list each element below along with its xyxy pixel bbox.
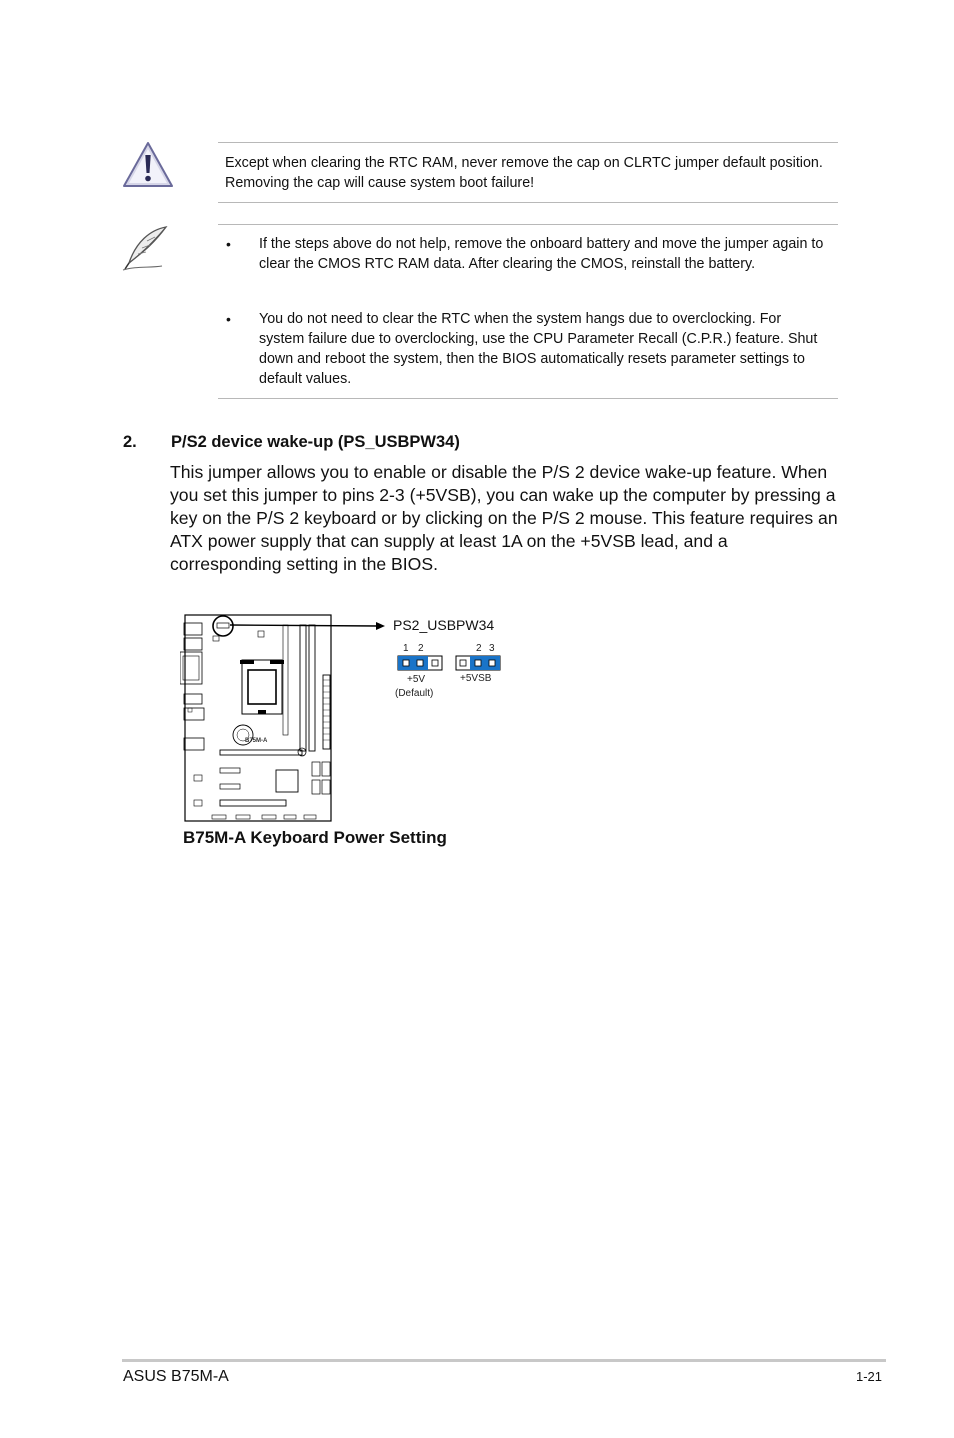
- jumper-setting-label: +5V: [407, 674, 426, 685]
- jumper-pin-number: 2: [476, 643, 482, 654]
- warning-icon: [122, 140, 174, 190]
- jumper-pin-number: 2: [418, 643, 424, 654]
- section-title: P/S2 device wake-up (PS_USBPW34): [171, 433, 460, 451]
- callout-label: PS2_USBPW34: [393, 617, 495, 633]
- note-top-rule: [218, 224, 838, 225]
- note-bullet-text: If the steps above do not help, remove the onboard battery and move the jumper again to clear the CMOS RTC RAM data. After clearing the CMOS, reinstall the battery.: [259, 236, 824, 272]
- section-number: 2.: [123, 433, 137, 451]
- jumper-setting-label: +5VSB: [460, 673, 492, 684]
- footer-rule: [122, 1359, 886, 1362]
- section-body: This jumper allows you to enable or disable the P/S 2 device wake-up feature. When you set this jumper to pins 2-3 (+5VSB), you can wake up the computer by pressing a key on the P/S 2 keyboard or by clicking on the P/S 2 mouse. This feature requires an ATX power supply that can supply at least 1A on the +5VSB lead, and a corresponding setting in the BIOS.: [170, 462, 838, 574]
- caution-text: Except when clearing the RTC RAM, never remove the cap on CLRTC jumper default position. Removing the cap will cause system boot failure!: [225, 155, 823, 191]
- jumper-default-note: (Default): [395, 688, 434, 699]
- diagram-caption: B75M-A Keyboard Power Setting: [183, 828, 447, 847]
- note-bottom-rule: [218, 398, 838, 399]
- jumper-pin-number: 3: [489, 643, 495, 654]
- note-bullet-marker: •: [226, 311, 231, 327]
- note-bullet-marker: •: [226, 236, 231, 252]
- note-bullet-text: You do not need to clear the RTC when the system hangs due to overclocking. For system failure due to overclocking, use the CPU Parameter Recall (C.P.R.) feature. Shut down and reboot the system, then the BIOS automatically resets parameter settings to default values.: [259, 311, 818, 387]
- jumper-default-diagram: [397, 655, 443, 671]
- caution-bottom-rule: [218, 202, 838, 203]
- footer-title: ASUS B75M-A: [123, 1368, 229, 1385]
- jumper-alt-diagram: [455, 655, 501, 671]
- jumper-pin-number: 1: [403, 643, 409, 654]
- page-number: 1-21: [856, 1369, 883, 1384]
- board-model-label: B75M-A: [245, 738, 268, 744]
- callout-arrow: [230, 619, 390, 633]
- caution-top-rule: [218, 142, 838, 143]
- feather-pen-icon: [120, 224, 172, 272]
- motherboard-layout-diagram: [180, 610, 340, 825]
